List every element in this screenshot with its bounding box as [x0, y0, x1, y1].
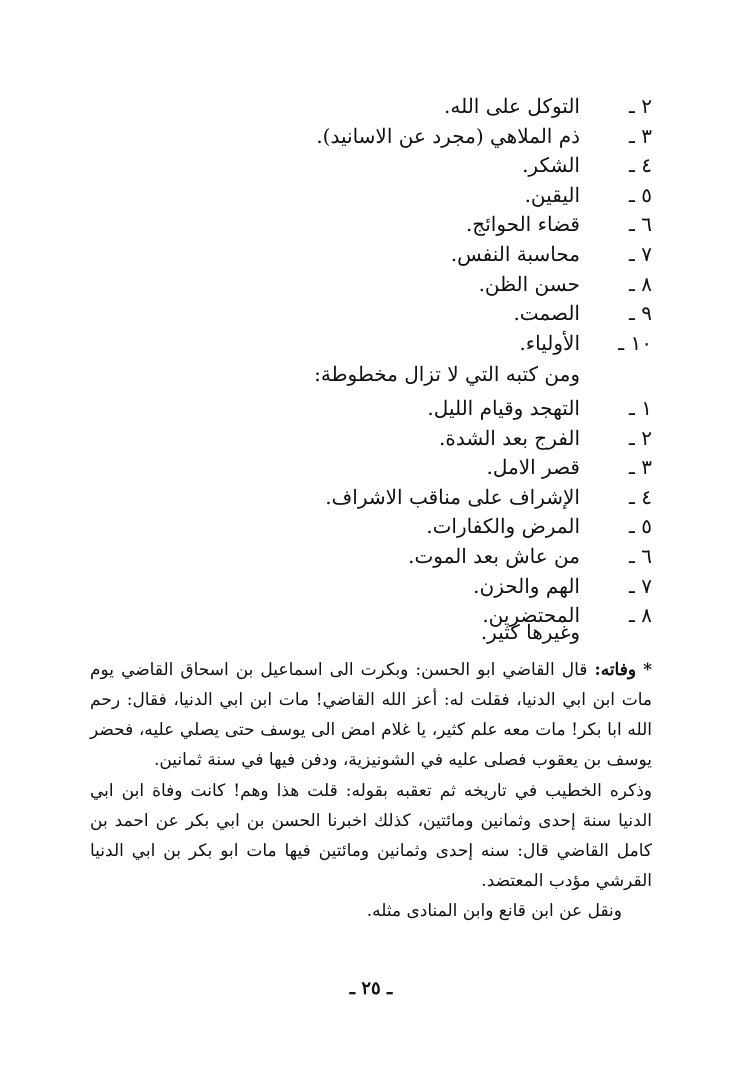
list-item: [92, 240, 652, 270]
item-title: التهجد وقيام الليل.: [427, 396, 580, 420]
item-title: الفرج بعد الشدة.: [439, 425, 580, 450]
manuscripts-heading: ومن كتبه التي لا تزال مخطوطة:: [314, 362, 580, 386]
item-number: ٩ ـ: [629, 301, 652, 326]
item-number: ٦ ـ: [629, 543, 652, 568]
page-number: ـ ٢٥ ـ: [349, 978, 393, 999]
item-number: ٨ ـ: [629, 603, 652, 628]
list-item: [92, 181, 652, 211]
item-title: التوكل على الله.: [444, 94, 580, 118]
item-number: ٣ ـ: [629, 455, 652, 480]
item-number: ٤ ـ: [629, 153, 652, 178]
item-title: محاسبة النفس.: [450, 241, 580, 266]
item-number: ٨ ـ: [629, 271, 652, 296]
item-title: من عاش بعد الموت.: [408, 543, 580, 568]
item-title: قضاء الحوائج.: [465, 212, 580, 237]
list-item: [92, 512, 652, 542]
item-number: ٣ ـ: [629, 123, 652, 148]
item-number: ٦ ـ: [629, 212, 652, 237]
khatib-paragraph: وذكره الخطيب في تاريخه ثم تعقبه بقوله: قلت هذا وهم! كانت وفاة ابن ابي الدنيا سنة إحدى وثمانين ومائتين، كذلك اخبرنا الحسن بن ابي بكر عن احمد بن كامل القاضي قال: سنه إحدى وثمانين ومائتين فيها مات ابو بكر بن ابي الدنيا القرشي مؤدب المعتضد.: [90, 781, 652, 891]
manuscript-works-list: [92, 394, 652, 631]
item-title: ذم الملاهي (مجرد عن الاسانيد).: [316, 123, 580, 148]
item-number: ٢ ـ: [629, 425, 652, 450]
list-item: [92, 572, 652, 602]
item-title: قصر الامل.: [486, 455, 580, 480]
list-item: [92, 394, 652, 424]
printed-works-list: [92, 92, 652, 358]
list-item: [92, 329, 652, 359]
item-number: ٤ ـ: [629, 484, 652, 509]
list-item: [92, 424, 652, 454]
list-item: [92, 542, 652, 572]
item-title: الإشراف على مناقب الاشراف.: [325, 484, 580, 509]
paragraph-text: قال القاضي ابو الحسن: وبكرت الى اسماعيل بن اسحاق القاضي يوم مات ابن ابي الدنيا، فقلت له: أعز الله القاضي! مات ابن ابي الدنيا، فقال: رحم الله ابا بكر! مات معه علم كثير، يا غلام امض الى يوسف حتى يصلي عليه، فحضر يوسف بن يعقوب فصلى عليه في الشونيزية، ودفن فيها في سنة ثمانين.: [90, 660, 652, 770]
item-title: الهم والحزن.: [473, 573, 580, 598]
list-item: [92, 210, 652, 240]
star-marker: *: [643, 660, 652, 680]
list-item: [92, 92, 652, 122]
list-item: [92, 299, 652, 329]
item-title: المرض والكفارات.: [426, 514, 580, 539]
item-number: ٥ ـ: [629, 514, 652, 539]
list-item: [92, 270, 652, 300]
item-title: حسن الظن.: [478, 271, 580, 296]
item-title: الشكر.: [522, 153, 580, 178]
item-number: ١٠ ـ: [618, 330, 652, 355]
item-number: ١ ـ: [629, 396, 652, 420]
item-title: اليقين.: [524, 182, 580, 207]
item-number: ٧ ـ: [629, 241, 652, 266]
list-item: [92, 151, 652, 181]
death-paragraph: [90, 655, 652, 775]
list-item: [92, 122, 652, 152]
narration-paragraph: ونقل عن ابن قانع وابن المنادى مثله.: [366, 901, 622, 921]
item-number: ٢ ـ: [629, 94, 652, 118]
others-note: وغيرها كثير.: [480, 620, 580, 644]
item-number: ٥ ـ: [629, 182, 652, 207]
item-title: المحتضرين.: [482, 603, 580, 628]
list-item: [92, 483, 652, 513]
item-title: الصمت.: [513, 301, 580, 326]
item-title: الأولياء.: [519, 330, 580, 355]
item-number: ٧ ـ: [629, 573, 652, 598]
list-item: [92, 453, 652, 483]
death-label: وفاته:: [594, 660, 637, 680]
